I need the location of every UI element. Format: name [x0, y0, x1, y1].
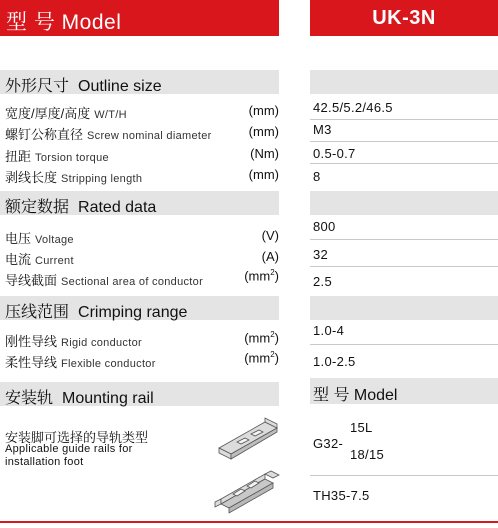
divider — [310, 266, 498, 267]
section-title-en: Rated data — [78, 199, 157, 216]
rail-model-label: 型 号 Model — [313, 387, 398, 404]
rail-g32-15l: 15L — [350, 420, 373, 435]
section-rail-model-header — [310, 378, 498, 404]
row-value-screw: M3 — [313, 122, 332, 137]
rail-g32-prefix: G32- — [313, 436, 344, 451]
row-label-torque: 扭距 Torsion torque — [5, 149, 109, 164]
row-unit-wth: (mm) — [248, 103, 279, 118]
row-label-strip: 剥线长度 Stripping length — [5, 170, 143, 185]
model-value-bar — [310, 0, 498, 36]
rail-th35-icon — [213, 466, 281, 514]
row-value-flexible: 1.0-2.5 — [313, 354, 356, 369]
section-title-cn: 压线范围 — [5, 304, 70, 321]
row-unit-section: $(mm^2)$ — [244, 268, 279, 284]
row-label-section: 导线截面 Sectional area of conductor — [5, 273, 204, 288]
section-crimping-range — [0, 296, 279, 320]
row-unit-flexible: $(mm^2)$ — [244, 350, 279, 366]
section-outline-value-header — [310, 70, 498, 94]
row-label-rigid: 刚性导线 Rigid conductor — [5, 334, 142, 349]
rail-g32-icon — [215, 414, 281, 460]
model-header-bar — [0, 0, 279, 36]
divider — [310, 475, 498, 476]
row-label-wth: 宽度/厚度/高度 W/T/H — [5, 106, 127, 121]
rail-g32-18-15: 18/15 — [350, 447, 385, 462]
row-unit-voltage: (V) — [261, 228, 279, 243]
section-crimping-value-header — [310, 296, 498, 320]
row-unit-torque: (Nm) — [250, 146, 279, 161]
section-title-cn: 安装轨 — [5, 390, 54, 407]
row-value-current: 32 — [313, 247, 329, 262]
row-unit-strip: (mm) — [248, 167, 279, 182]
section-rated-data — [0, 191, 279, 215]
row-value-torque: 0.5-0.7 — [313, 146, 356, 161]
row-value-wth: 42.5/5.2/46.5 — [313, 100, 393, 115]
row-label-screw: 螺钉公称直径 Screw nominal diameter — [5, 127, 212, 142]
section-title-cn: 额定数据 — [5, 199, 70, 216]
section-title-en: Mounting rail — [62, 390, 154, 407]
section-title-en: Outline size — [78, 78, 162, 95]
rail-desc-cn: 安装脚可选择的导轨类型 — [5, 430, 149, 445]
divider — [310, 163, 498, 164]
model-header-label: 型 号 Model — [6, 11, 122, 34]
divider — [310, 141, 498, 142]
row-label-current: 电流 Current — [5, 252, 74, 267]
row-value-voltage: 800 — [313, 219, 336, 234]
divider — [310, 119, 498, 120]
row-label-flexible: 柔性导线 Flexible conductor — [5, 355, 156, 370]
row-value-rigid: 1.0-4 — [313, 323, 345, 338]
rail-desc-en-1: Applicable guide rails for — [5, 443, 133, 455]
row-unit-current: (A) — [261, 249, 279, 264]
section-rated-value-header — [310, 191, 498, 215]
row-unit-screw: (mm) — [248, 124, 279, 139]
section-title-cn: 外形尺寸 — [5, 78, 70, 95]
section-outline-size — [0, 70, 279, 94]
section-title-en: Crimping range — [78, 304, 188, 321]
bottom-rule — [0, 521, 498, 523]
row-value-section: 2.5 — [313, 274, 332, 289]
row-value-strip: 8 — [313, 169, 321, 184]
rail-desc-en-2: installation foot — [5, 456, 84, 468]
model-value: UK-3N — [372, 7, 436, 29]
row-label-voltage: 电压 Voltage — [5, 231, 74, 246]
divider — [310, 344, 498, 345]
divider — [310, 239, 498, 240]
rail-th35-value: TH35-7.5 — [313, 488, 370, 503]
section-mounting-rail — [0, 382, 279, 406]
row-unit-rigid: $(mm^2)$ — [244, 330, 279, 346]
